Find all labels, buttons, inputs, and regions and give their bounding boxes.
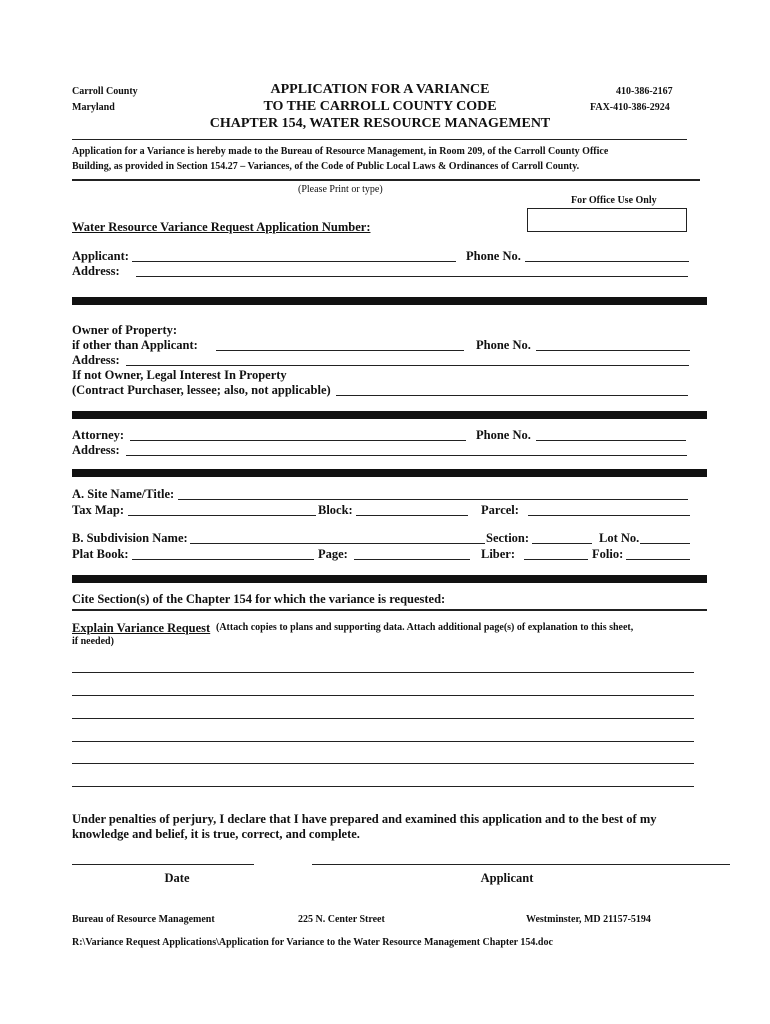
page-label: Page: [318,547,348,561]
legal-interest-label: If not Owner, Legal Interest In Property [72,368,287,382]
explain-note-line-1: (Attach copies to plans and supporting data. Attach additional page(s) of explanation to this sheet, [216,622,634,633]
state-name: Maryland [72,102,115,113]
county-name: Carroll County [72,86,138,97]
application-number-label: Water Resource Variance Request Application Number: [72,220,371,234]
owner-label: Owner of Property: [72,323,178,337]
attorney-phone-label: Phone No. [476,428,531,442]
attorney-field[interactable] [130,440,466,441]
applicant-label: Applicant: [72,249,129,263]
office-use-label: For Office Use Only [571,195,657,206]
subdivision-label: B. Subdivision Name: [72,531,188,545]
owner-phone-label: Phone No. [476,338,531,352]
explain-line[interactable] [72,718,694,719]
section-field[interactable] [532,543,592,544]
footer-file-path: R:\Variance Request Applications\Application for Variance to the Water Resource Management Chapter 154.doc [72,937,553,948]
declaration-line-1: Under penalties of perjury, I declare that I have prepared and examined this application and to the best of my [72,812,657,826]
owner-address-label: Address: [72,353,120,367]
attorney-address-field[interactable] [126,455,687,456]
explain-label: Explain Variance Request [72,621,211,635]
section-divider [72,297,707,305]
explain-line[interactable] [72,672,694,673]
folio-field[interactable] [626,559,690,560]
applicant-signature-label: Applicant [480,871,534,885]
fax-number: FAX-410-386-2924 [590,102,670,113]
explain-line[interactable] [72,786,694,787]
owner-field[interactable] [216,350,464,351]
intro-line-1: Application for a Variance is hereby made to the Bureau of Resource Management, in Room 209, of the Carroll County Office [72,146,609,157]
applicant-field[interactable] [132,261,456,262]
applicant-phone-field[interactable] [525,261,689,262]
footer-bureau: Bureau of Resource Management [72,914,215,925]
title-line-2: TO THE CARROLL COUNTY CODE [263,99,497,114]
attorney-label: Attorney: [72,428,125,442]
plat-book-field[interactable] [132,559,314,560]
page-field[interactable] [354,559,470,560]
block-label: Block: [318,503,353,517]
cite-rule [72,609,707,611]
tax-map-label: Tax Map: [72,503,124,517]
applicant-phone-label: Phone No. [466,249,521,263]
attorney-address-label: Address: [72,443,120,457]
explain-line[interactable] [72,695,694,696]
lot-field[interactable] [640,543,690,544]
section-divider [72,575,707,583]
header-rule [72,139,687,140]
phone-number: 410-386-2167 [616,86,673,97]
section-label: Section: [486,531,530,545]
office-use-box [527,208,687,232]
intro-line-2: Building, as provided in Section 154.27 – Variances, of the Code of Public Local Laws & Ordinances of Carroll County. [72,161,580,172]
lot-label: Lot No. [599,531,640,545]
parcel-label: Parcel: [481,503,519,517]
plat-book-label: Plat Book: [72,547,129,561]
legal-interest-field[interactable] [336,395,688,396]
title-line-1: APPLICATION FOR A VARIANCE [270,82,490,97]
intro-rule [72,179,700,181]
applicant-address-label: Address: [72,264,120,278]
applicant-address-field[interactable] [136,276,688,277]
site-name-label: A. Site Name/Title: [72,487,175,501]
section-divider [72,411,707,419]
applicant-signature-line[interactable] [312,864,730,865]
owner-address-field[interactable] [126,365,689,366]
tax-map-field[interactable] [128,515,316,516]
liber-label: Liber: [481,547,516,561]
section-divider [72,469,707,477]
date-signature-line[interactable] [72,864,254,865]
liber-field[interactable] [524,559,588,560]
footer-city: Westminster, MD 21157-5194 [526,914,651,925]
cite-section-label: Cite Section(s) of the Chapter 154 for which the variance is requested: [72,592,446,606]
parcel-field[interactable] [528,515,690,516]
site-name-field[interactable] [178,499,688,500]
owner-phone-field[interactable] [536,350,690,351]
explain-line[interactable] [72,763,694,764]
declaration-line-2: knowledge and belief, it is true, correct, and complete. [72,827,360,841]
block-field[interactable] [356,515,468,516]
attorney-phone-field[interactable] [536,440,686,441]
folio-label: Folio: [592,547,624,561]
date-label: Date [164,871,190,885]
explain-note-line-2: if needed) [72,636,114,647]
title-line-3: CHAPTER 154, WATER RESOURCE MANAGEMENT [209,116,551,131]
owner-if-other-label: if other than Applicant: [72,338,198,352]
contract-label: (Contract Purchaser, lessee; also, not applicable) [72,383,331,397]
footer-street: 225 N. Center Street [298,914,385,925]
print-note: (Please Print or type) [298,184,383,195]
explain-line[interactable] [72,741,694,742]
subdivision-field[interactable] [190,543,485,544]
